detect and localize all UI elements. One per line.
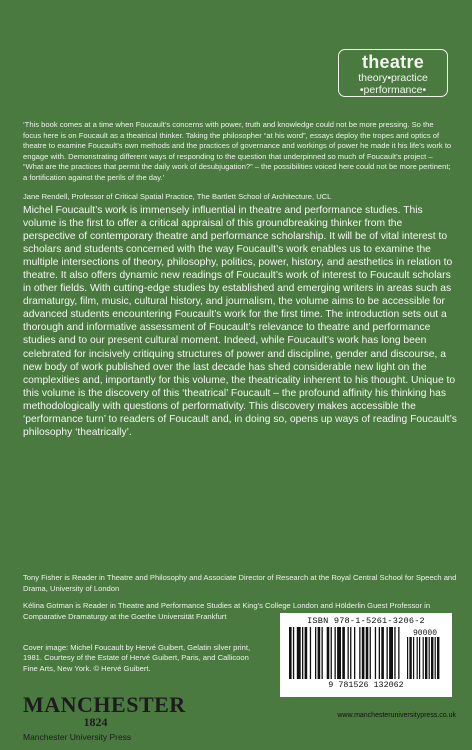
quote-text: ‘This book comes at a time when Foucault’s concerns with power, truth and knowledge could not be more pressing. So the focus here is on Foucault as a theatrical thinker. Taking the philosopher “at his word”, essays deploy the tropes and optics of theatre to examine Foucault’s own methods and the practices of governance and workings of power he made it his life’s work to engage with. Demonstrating different ways of responding to the question that underpinned so much of Foucault’s project – “What are the practices that permit the daily work of desubjugation?” – the possibilities voiced here could not be more pertinent; a fortification against the perils of the day.’ — [23, 120, 452, 182]
series-logo-word: theatre — [361, 52, 425, 72]
barcode-digits: 9 781526 132062 — [328, 680, 404, 690]
series-logo — [338, 49, 448, 97]
barcode-bars-icon — [287, 627, 445, 679]
publisher-name: MANCHESTER — [23, 692, 186, 717]
isbn-label: ISBN 978-1-5261-3206-2 — [307, 616, 425, 626]
editor-bio-fisher: Tony Fisher is Reader in Theatre and Philosophy and Associate Director of Research at the Royal Central School for Speech and Drama, University of London — [23, 573, 457, 593]
cover-image-credit: Cover image: Michel Foucault by Hervé Guibert, Gelatin silver print, 1981. Courtesy of the Estate of Hervé Guibert, Paris, and Callicoon Fine Arts, New York. © Hervé Guibert. — [23, 643, 251, 673]
publisher-year: 1824 — [83, 715, 108, 729]
publisher-full-name: Manchester University Press — [23, 732, 132, 742]
editor-bio-gotman: Kélina Gotman is Reader in Theatre and Performance Studies at King’s College London and Hölderlin Guest Professor in Comparative Dramaturgy at the Goethe Universität Frankfurt — [23, 601, 431, 621]
book-description: Michel Foucault’s work is immensely influential in theatre and performance studies. This volume is the first to offer a critical appraisal of this groundbreaking thinker from the perspective of contemporary theatre and performance scholarship. It will be of vital interest to scholars and students concerned with the way Foucault’s work enables us to examine the multiple intersections of theory, philosophy, politics, power, history, and aesthetics in relation to theatre. It also offers dynamic new readings of Foucault’s work of interest to Foucault scholars in other fields. With cutting-edge studies by established and emerging writers in areas such as dramaturgy, film, music, cultural history, and journalism, the volume aims to be accessible for advanced students encountering Foucault’s work for the first time. The introduction sets out a thorough and informative assessment of Foucault’s relevance to theatre and performance studies and to our present cultural moment. Indeed, while Foucault’s work has long been celebrated for incisively critiquing structures of power and discipline, gender and discourse, a new body of work published over the last decade has shed considerable new light on the complexities and, importantly for this volume, the theatricality inherent to his thought. Unique to this volume is the discovery of this ‘theatrical’ Foucault – the profound affinity his thinking has methodologically with questions of performativity. This discovery makes accessible the ‘performance turn’ to readers of Foucault and, in doing so, opens up ways of reading Foucault’s philosophy ‘theatrically’. — [23, 205, 457, 438]
series-logo-line3: •performance• — [359, 84, 427, 96]
endorsement-quote — [23, 120, 453, 202]
publisher-logo — [23, 694, 193, 742]
quote-attribution: Jane Rendell, Professor of Critical Spatial Practice, The Bartlett School of Architecture, UCL — [23, 191, 332, 201]
publisher-website: www.manchesteruniversitypress.co.uk — [337, 712, 456, 719]
barcode-addon-digits: 90000 — [412, 629, 438, 638]
series-logo-line2: theory•practice — [358, 72, 428, 84]
isbn-barcode — [280, 613, 452, 697]
